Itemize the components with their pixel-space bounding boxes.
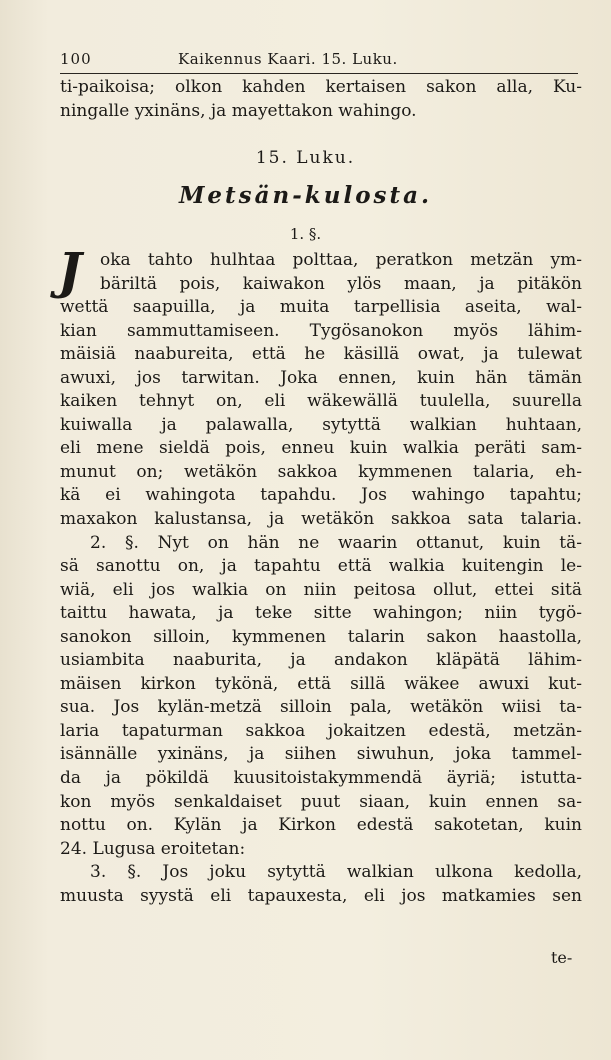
text-line: 3. §. Jos joku sytyttä walkian ulkona kedolla, bbox=[90, 862, 582, 883]
text-line: 2. §. Nyt on hän ne waarin ottanut, kuin tä- bbox=[90, 532, 582, 553]
text-line: sä sanottu on, ja tapahtu että walkia kuitengin le- bbox=[60, 556, 582, 577]
catchword: te- bbox=[551, 948, 573, 967]
text-line: wettä saapuilla, ja muita tarpellisia aseita, wal- bbox=[60, 297, 582, 318]
text-line: taittu hawata, ja teke sitte wahingon; niin tygö- bbox=[60, 603, 582, 624]
text-line: muusta syystä eli tapauxesta, eli jos matkamies sen bbox=[60, 885, 582, 906]
text-line: kaiken tehnyt on, eli wäkewällä tuulella, suurella bbox=[60, 391, 582, 412]
text-line: oka tahto hulhtaa polttaa, peratkon metzän ym- bbox=[100, 250, 582, 270]
text-line: ningalle yxinäns, ja mayettakon wahingo. bbox=[60, 100, 417, 121]
text-line: munut on; wetäkön sakkoa kymmenen talaria, eh- bbox=[60, 461, 582, 482]
text-line: sanokon silloin, kymmenen talarin sakon haastolla, bbox=[60, 626, 582, 647]
text-line: 24. Lugusa eroitetan: bbox=[60, 838, 246, 859]
text-line: mäisen kirkon tykönä, että sillä wäkee awuxi kut- bbox=[60, 673, 582, 694]
text-line: awuxi, jos tarwitan. Joka ennen, kuin hän tämän bbox=[60, 367, 582, 388]
text-line: kuiwalla ja palawalla, sytyttä walkian huhtaan, bbox=[60, 414, 582, 435]
text-line: usiambita naaburita, ja andakon kläpätä lähim- bbox=[60, 650, 582, 671]
paragraph-number: 1. §. bbox=[289, 225, 322, 243]
text-line: eli mene sieldä pois, enneu kuin walkia peräti sam- bbox=[60, 438, 582, 459]
chapter-title: 15. Luku. bbox=[255, 148, 356, 168]
text-line: nottu on. Kylän ja Kirkon edestä sakotetan, kuin bbox=[60, 815, 582, 836]
text-line: ti-paikoisa; olkon kahden kertaisen sakon alla, Ku- bbox=[60, 77, 582, 97]
running-title: Kaikennus Kaari. 15. Luku. bbox=[178, 50, 398, 68]
text-line: kä ei wahingota tapahdu. Jos wahingo tapahtu; bbox=[60, 485, 582, 506]
page-header bbox=[60, 50, 580, 72]
carryover-text bbox=[60, 76, 582, 123]
text-line: laria tapaturman sakkoa jokaitzen edestä, metzän- bbox=[60, 720, 582, 741]
page-number: 100 bbox=[60, 50, 92, 68]
text-line: isännälle yxinäns, ja siihen siwuhun, joka tammel- bbox=[60, 744, 582, 765]
text-line: bäriltä pois, kaiwakon ylös maan, ja pitäkön bbox=[100, 273, 582, 294]
text-line: kian sammuttamiseen. Tygösanokon myös lähim- bbox=[60, 320, 582, 341]
drop-cap: J bbox=[58, 241, 82, 300]
text-line: sua. Jos kylän-metzä silloin pala, wetäkön wiisi ta- bbox=[60, 697, 582, 718]
body-text bbox=[60, 249, 582, 908]
section-title: Metsän-kulosta. bbox=[178, 182, 433, 209]
text-line: da ja pökildä kuusitoistakymmendä äyriä; istutta- bbox=[60, 768, 582, 789]
text-line: wiä, eli jos walkia on niin peitosa ollut, ettei sitä bbox=[60, 579, 582, 600]
text-line: maxakon kalustansa, ja wetäkön sakkoa sata talaria. bbox=[60, 509, 582, 530]
text-line: mäisiä naabureita, että he käsillä owat, ja tulewat bbox=[60, 344, 582, 365]
header-rule bbox=[60, 73, 578, 74]
text-line: kon myös senkaldaiset puut siaan, kuin ennen sa- bbox=[60, 791, 582, 812]
